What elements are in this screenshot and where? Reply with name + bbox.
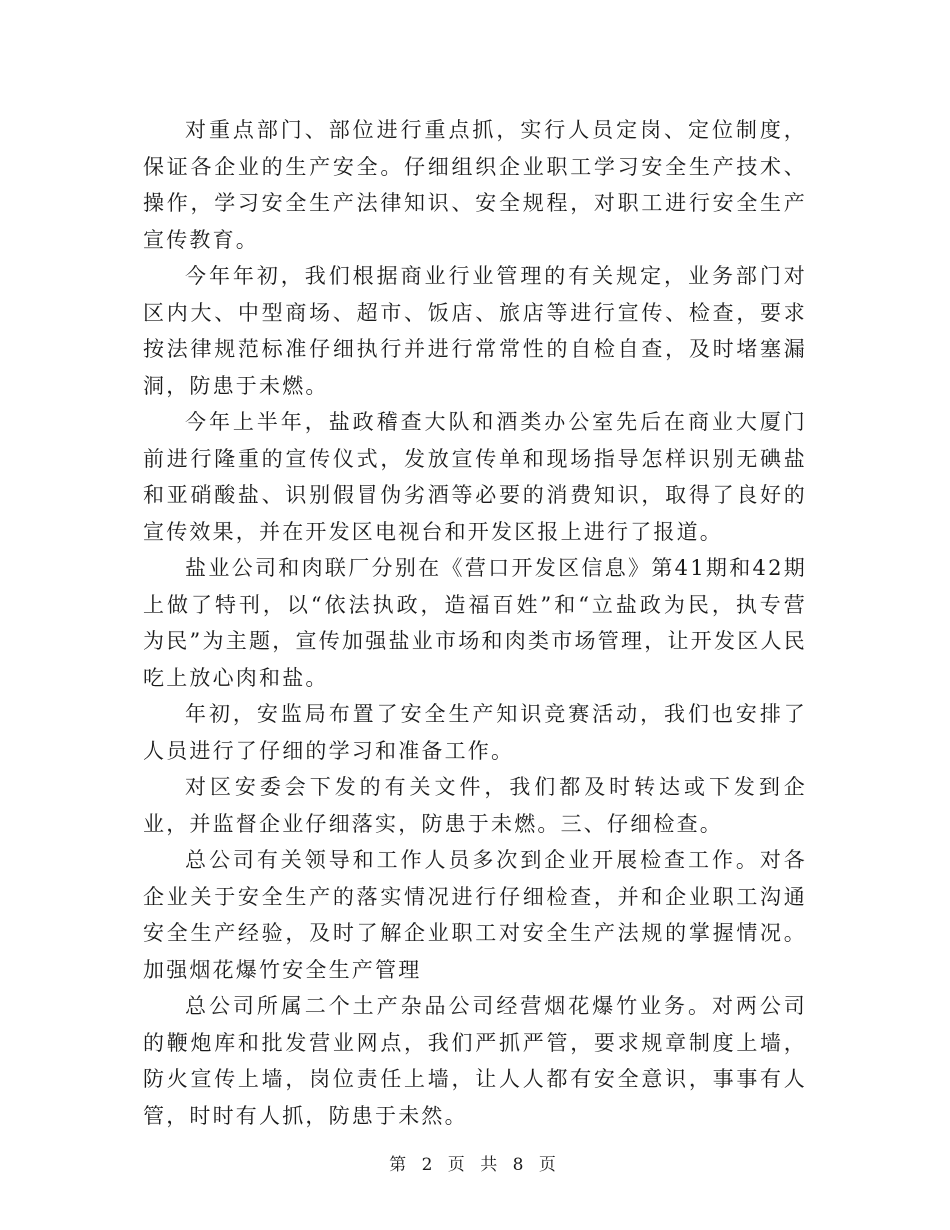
paragraph-1: 对重点部门、部位进行重点抓，实行人员定岗、定位制度，保证各企业的生产安全。仔细组织企业职工学习安全生产技术、操作，学习安全生产法律知识、安全规程，对职工进行安全生产宣传教育。 xyxy=(143,118,807,252)
paragraph-6: 对区安委会下发的有关文件，我们都及时转达或下发到企业，并监督企业仔细落实，防患于未燃。三、仔细检查。 xyxy=(143,775,807,836)
paragraph-7: 总公司有关领导和工作人员多次到企业开展检查工作。对各企业关于安全生产的落实情况进行仔细检查，并和企业职工沟通安全生产经验，及时了解企业职工对安全生产法规的掌握情况。 加强烟花爆竹安全生产管理 xyxy=(143,848,807,982)
paragraph-2: 今年年初，我们根据商业行业管理的有关规定，业务部门对区内大、中型商场、超市、饭店、旅店等进行宣传、检查，要求按法律规范标准仔细执行并进行常常性的自检自查，及时堵塞漏洞，防患于未燃。 xyxy=(143,264,807,398)
paragraph-3: 今年上半年，盐政稽查大队和酒类办公室先后在商业大厦门前进行隆重的宣传仪式，发放宣传单和现场指导怎样识别无碘盐和亚硝酸盐、识别假冒伪劣酒等必要的消费知识，取得了良好的宣传效果，并在开发区电视台和开发区报上进行了报道。 xyxy=(143,410,807,544)
document-body xyxy=(143,112,807,1134)
page-number: 第 2 页 共 8 页 xyxy=(389,1155,561,1175)
page-footer xyxy=(0,1150,950,1175)
paragraph-8: 总公司所属二个土产杂品公司经营烟花爆竹业务。对两公司的鞭炮库和批发营业网点，我们严抓严管，要求规章制度上墙，防火宣传上墙，岗位责任上墙，让人人都有安全意识，事事有人管，时时有人抓，防患于未然。 xyxy=(143,994,807,1128)
paragraph-4: 盐业公司和肉联厂分别在《营口开发区信息》第41期和42期上做了特刊，以“依法执政，造福百姓”和“立盐政为民，执专营为民”为主题，宣传加强盐业市场和肉类市场管理，让开发区人民吃上放心肉和盐。 xyxy=(143,556,807,690)
paragraph-5: 年初，安监局布置了安全生产知识竞赛活动，我们也安排了人员进行了仔细的学习和准备工作。 xyxy=(143,702,807,763)
